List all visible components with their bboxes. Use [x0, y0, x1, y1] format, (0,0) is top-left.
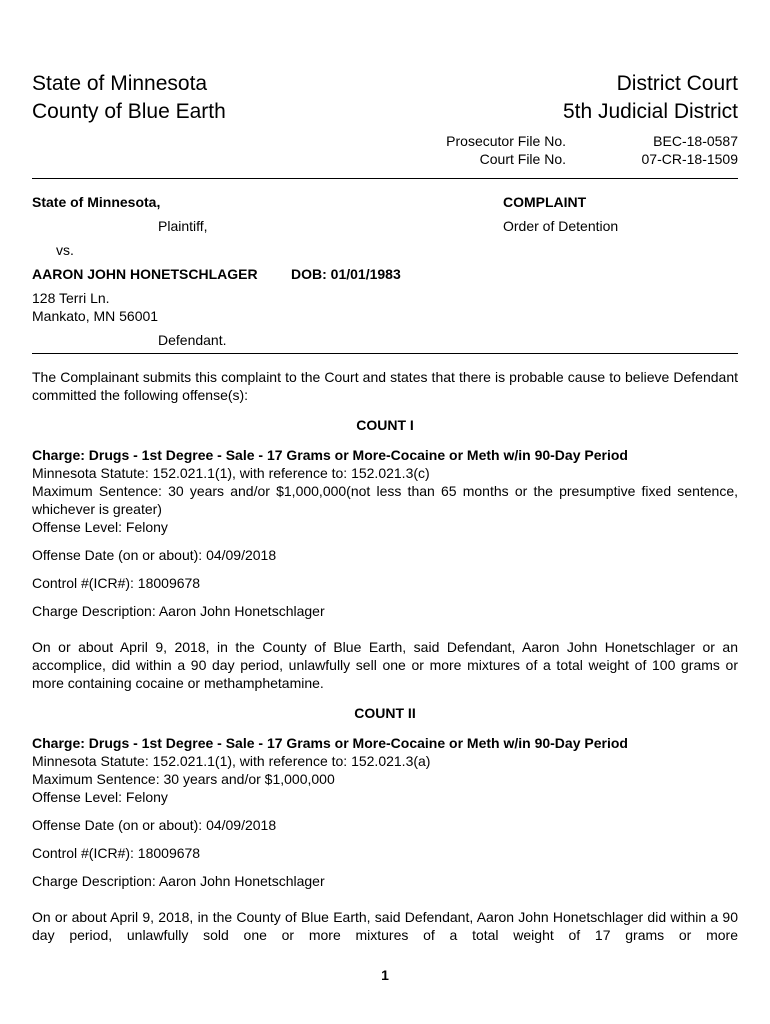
- divider-bottom: [32, 353, 738, 354]
- defendant-dob: DOB: 01/01/1983: [291, 266, 401, 282]
- judicial-district: 5th Judicial District: [562, 100, 738, 123]
- intro-paragraph: The Complainant submits this complaint to the Court and states that there is probable cause to believe Defendant committed the following offense(s):: [32, 369, 738, 403]
- count-1-description: Charge Description: Aaron John Honetschlager: [32, 603, 325, 619]
- count-1-narrative: On or about April 9, 2018, in the County of Blue Earth, said Defendant, Aaron John Honetschlager or an accomplice, did within a 90 day period, unlawfully sell one or more mixtures of a total weight of 100 grams or more containing cocaine or methamphetamine.: [32, 639, 738, 691]
- plaintiff-name: State of Minnesota,: [32, 194, 161, 210]
- count-2-description: Charge Description: Aaron John Honetschlager: [32, 873, 325, 889]
- document-title: COMPLAINT: [503, 194, 587, 210]
- count-1-control: Control #(ICR#): 18009678: [32, 575, 201, 591]
- address-line-2: Mankato, MN 56001: [32, 308, 159, 324]
- plaintiff-role: Plaintiff,: [158, 218, 208, 234]
- count-1-charge: Charge: Drugs - 1st Degree - Sale - 17 Grams or More-Cocaine or Meth w/in 90-Day Period: [32, 447, 628, 463]
- count-2-level: Offense Level: Felony: [32, 789, 168, 805]
- county-name: County of Blue Earth: [32, 100, 226, 123]
- count-1-offense-date: Offense Date (on or about): 04/09/2018: [32, 547, 277, 563]
- case-caption: [32, 179, 738, 353]
- document-subtitle: Order of Detention: [503, 218, 619, 234]
- count-2-charge: Charge: Drugs - 1st Degree - Sale - 17 Grams or More-Cocaine or Meth w/in 90-Day Period: [32, 735, 628, 751]
- court-file-label: Court File No.: [479, 151, 566, 167]
- defendant-name: AARON JOHN HONETSCHLAGER: [32, 266, 258, 282]
- count-1-level: Offense Level: Felony: [32, 519, 168, 535]
- count-2-title: COUNT II: [354, 705, 416, 721]
- count-2-offense-date: Offense Date (on or about): 04/09/2018: [32, 817, 277, 833]
- prosecutor-file-label: Prosecutor File No.: [446, 133, 566, 149]
- court-file-number: 07-CR-18-1509: [641, 151, 738, 167]
- count-1-statute: Minnesota Statute: 152.021.1(1), with reference to: 152.021.3(c): [32, 465, 430, 481]
- prosecutor-file-number: BEC-18-0587: [653, 133, 738, 149]
- defendant-role: Defendant.: [158, 332, 227, 348]
- count-2-sentence: Maximum Sentence: 30 years and/or $1,000,000: [32, 771, 335, 787]
- count-1-sentence: Maximum Sentence: 30 years and/or $1,000,000(not less than 65 months or the presumptive fixed sentence, whichever is greater): [32, 483, 738, 517]
- page-number: 1: [381, 967, 389, 983]
- file-numbers: [32, 132, 738, 168]
- count-2-narrative: On or about April 9, 2018, in the County of Blue Earth, said Defendant, Aaron John Honetschlager did within a 90 day period, unlawfully sold one or more mixtures of a total weight of 17 grams or more: [32, 909, 738, 943]
- count-2-control: Control #(ICR#): 18009678: [32, 845, 201, 861]
- address-line-1: 128 Terri Ln.: [32, 290, 110, 306]
- court-name: District Court: [616, 72, 738, 95]
- state-name: State of Minnesota: [32, 72, 208, 95]
- court-header: [32, 70, 738, 126]
- count-1-title: COUNT I: [356, 417, 414, 433]
- count-2-statute: Minnesota Statute: 152.021.1(1), with reference to: 152.021.3(a): [32, 753, 431, 769]
- versus: vs.: [56, 242, 74, 258]
